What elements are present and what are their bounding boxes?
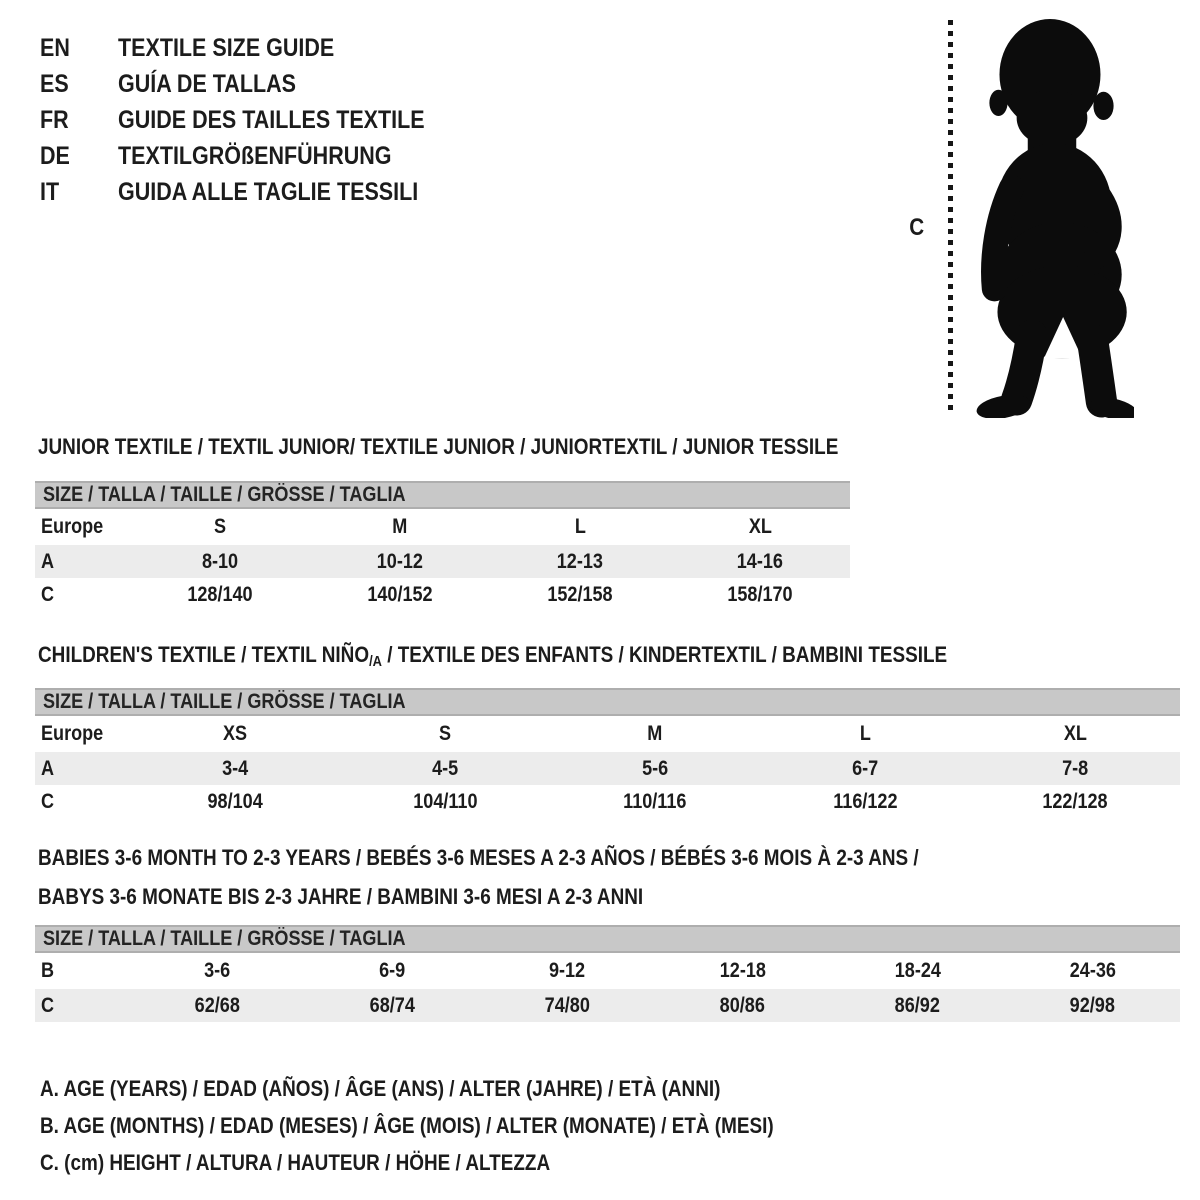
table-row-height bbox=[35, 578, 850, 611]
table-cell: 128/140 bbox=[187, 582, 253, 606]
table-cell: 6-9 bbox=[379, 959, 406, 982]
table-cell: 116/122 bbox=[832, 789, 898, 813]
row-label: A bbox=[41, 549, 55, 573]
language-row-fr bbox=[40, 102, 475, 138]
size-header-band: SIZE / TALLA / TAILLE / GRÖSSE / TAGLIA bbox=[35, 481, 850, 509]
table-cell: 3-6 bbox=[204, 959, 231, 982]
children-section-title: CHILDREN'S TEXTILE / TEXTIL NIÑO/A / TEXTILE DES ENFANTS / KINDERTEXTIL / BAMBINI TESSILE bbox=[38, 642, 948, 670]
table-cell: 80/86 bbox=[719, 993, 766, 1017]
table-cell: 104/110 bbox=[412, 789, 478, 813]
table-row-age bbox=[35, 752, 1180, 785]
height-measure-dotted-line bbox=[948, 20, 953, 416]
table-cell: 92/98 bbox=[1069, 993, 1116, 1017]
table-cell: 6-7 bbox=[851, 756, 879, 780]
table-cell: 62/68 bbox=[194, 993, 241, 1017]
table-row-height bbox=[35, 989, 1180, 1022]
babies-section-title-line2: BABYS 3-6 MONATE BIS 2-3 JAHRE / BAMBINI 3-6 MESI A 2-3 ANNI bbox=[38, 884, 644, 909]
language-header bbox=[40, 30, 475, 210]
table-cell: 98/104 bbox=[207, 789, 263, 813]
table-cell: L bbox=[574, 515, 586, 538]
row-label: B bbox=[41, 959, 55, 982]
table-cell: 152/158 bbox=[547, 582, 613, 606]
table-cell: 9-12 bbox=[549, 959, 586, 982]
legend-line-c: C. (cm) HEIGHT / ALTURA / HAUTEUR / HÖHE / ALTEZZA bbox=[40, 1149, 551, 1175]
measurement-legend bbox=[40, 1070, 893, 1181]
height-measure-label: C bbox=[909, 214, 925, 241]
junior-section-title: JUNIOR TEXTILE / TEXTIL JUNIOR/ TEXTILE JUNIOR / JUNIORTEXTIL / JUNIOR TESSILE bbox=[38, 434, 839, 459]
table-cell: 18-24 bbox=[894, 959, 941, 982]
table-cell: 8-10 bbox=[201, 549, 239, 573]
size-header-band: SIZE / TALLA / TAILLE / GRÖSSE / TAGLIA bbox=[35, 688, 1180, 716]
guide-title: TEXTILE SIZE GUIDE bbox=[118, 33, 335, 62]
table-cell: 10-12 bbox=[376, 549, 424, 573]
table-cell: 86/92 bbox=[894, 993, 941, 1017]
row-label: Europe bbox=[41, 515, 104, 538]
table-cell: M bbox=[392, 515, 408, 538]
language-code: FR bbox=[40, 105, 69, 134]
table-cell: S bbox=[438, 722, 452, 745]
table-cell: 140/152 bbox=[367, 582, 433, 606]
table-cell: 5-6 bbox=[641, 756, 669, 780]
language-code: IT bbox=[40, 177, 60, 206]
table-row-age-months bbox=[35, 953, 1180, 989]
guide-title: GUIDE DES TAILLES TEXTILE bbox=[118, 105, 425, 134]
table-cell: L bbox=[859, 722, 871, 745]
table-cell: 74/80 bbox=[544, 993, 591, 1017]
guide-title: GUÍA DE TALLAS bbox=[118, 69, 296, 98]
size-header-band: SIZE / TALLA / TAILLE / GRÖSSE / TAGLIA bbox=[35, 925, 1180, 953]
guide-title: TEXTILGRÖßENFÜHRUNG bbox=[118, 141, 392, 170]
table-cell: 24-36 bbox=[1069, 959, 1116, 982]
row-label: C bbox=[41, 993, 55, 1017]
table-cell: XL bbox=[1063, 722, 1087, 745]
table-cell: S bbox=[213, 515, 227, 538]
language-row-es bbox=[40, 66, 475, 102]
table-row-age bbox=[35, 545, 850, 578]
row-label: C bbox=[41, 789, 55, 813]
table-cell: XL bbox=[748, 515, 772, 538]
table-cell: 12-13 bbox=[556, 549, 604, 573]
legend-line-a: A. AGE (YEARS) / EDAD (AÑOS) / ÂGE (ANS) / ALTER (JAHRE) / ETÀ (ANNI) bbox=[40, 1075, 721, 1101]
junior-size-table bbox=[35, 481, 850, 611]
table-cell: 14-16 bbox=[736, 549, 784, 573]
row-label: A bbox=[41, 756, 55, 780]
guide-title: GUIDA ALLE TAGLIE TESSILI bbox=[118, 177, 419, 206]
children-size-table bbox=[35, 688, 1180, 818]
table-cell: 158/170 bbox=[727, 582, 793, 606]
table-cell: M bbox=[647, 722, 663, 745]
table-cell: 68/74 bbox=[369, 993, 416, 1017]
table-row-sizes bbox=[35, 716, 1180, 752]
row-label: Europe bbox=[41, 722, 104, 745]
row-label: C bbox=[41, 582, 55, 606]
language-code: EN bbox=[40, 33, 70, 62]
language-row-it bbox=[40, 174, 475, 210]
table-row-sizes bbox=[35, 509, 850, 545]
subscript-label: /A bbox=[369, 653, 382, 670]
babies-section-title-line1: BABIES 3-6 MONTH TO 2-3 YEARS / BEBÉS 3-6 MESES A 2-3 AÑOS / BÉBÉS 3-6 MOIS À 2-3 ANS / bbox=[38, 845, 919, 870]
language-row-en bbox=[40, 30, 475, 66]
table-cell: 7-8 bbox=[1061, 756, 1089, 780]
table-cell: 3-4 bbox=[221, 756, 249, 780]
language-code: DE bbox=[40, 141, 70, 170]
table-cell: 110/116 bbox=[623, 789, 687, 813]
language-row-de bbox=[40, 138, 475, 174]
table-cell: XS bbox=[222, 722, 248, 745]
table-cell: 4-5 bbox=[431, 756, 459, 780]
table-cell: 122/128 bbox=[1042, 789, 1108, 813]
table-row-height bbox=[35, 785, 1180, 818]
babies-size-table bbox=[35, 925, 1180, 1022]
language-code: ES bbox=[40, 69, 69, 98]
table-cell: 12-18 bbox=[719, 959, 766, 982]
legend-line-b: B. AGE (MONTHS) / EDAD (MESES) / ÂGE (MOIS) / ALTER (MONATE) / ETÀ (MESI) bbox=[40, 1112, 774, 1138]
toddler-silhouette-icon bbox=[970, 14, 1134, 418]
